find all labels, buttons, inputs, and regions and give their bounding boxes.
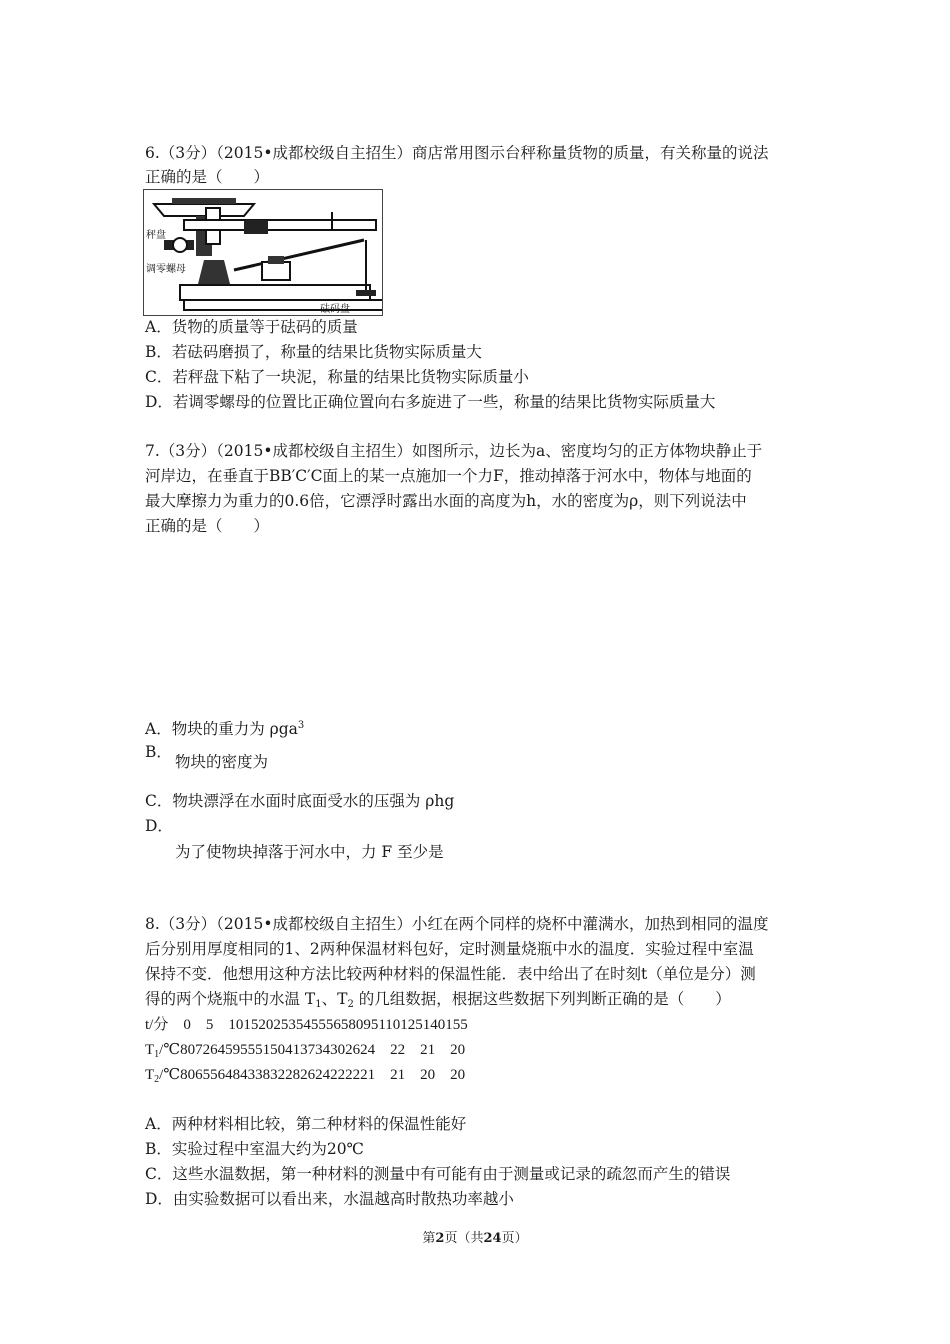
t2-label: T (145, 1067, 155, 1083)
scale-figure (143, 189, 383, 316)
footer-mid: 页（共 (444, 1231, 484, 1246)
t1-label: T (145, 1042, 155, 1058)
t2-values: 806556484338322826242222​21 21 20 20 (180, 1067, 466, 1083)
q7-option-c: C．物块漂浮在水面时底面受水的压强为 ρhg (145, 792, 455, 810)
q8-option-c: C．这些水温数据，第一种材料的测量中有可能有由于测量或记录的疏忽而产生的错误 (145, 1165, 731, 1183)
q8-stem-line4-b: 、T (321, 990, 348, 1008)
t2-sub: 2 (154, 1074, 160, 1085)
q6-option-b: B．若砝码磨损了，称量的结果比货物实际质量大 (145, 343, 482, 361)
footer-page-number: 2 (435, 1231, 445, 1246)
q6-option-d: D．若调零螺母的位置比正确位置向右多旋进了一些，称量的结果比货物实际质量大 (145, 393, 716, 411)
q7-stem-line4: 正确的是（ ） (145, 517, 270, 535)
q8-option-b: B．实验过程中室温大约为20℃ (145, 1140, 364, 1158)
q7-option-a-sup: 3 (297, 720, 305, 731)
q8-sub-1: 1 (315, 999, 322, 1010)
q7-stem-line2: 河岸边，在垂直于BB′C′C面上的某一点施加一个力F，推动掉落于河水中，物体与地面的 (145, 467, 752, 485)
q8-stem-line1: 8.（3分）（2015•成都校级自主招生）小红在两个同样的烧杯中灌满水，加热到相同的温度 (145, 915, 769, 933)
q6-option-a: A．货物的质量等于砝码的质量 (145, 318, 358, 336)
label-screw: 调零螺母 (146, 264, 186, 275)
label-pan: 秤盘 (146, 230, 166, 241)
q7-option-a-text: A．物块的重力为 ρga (145, 720, 298, 739)
footer-prefix: 第 (422, 1231, 436, 1246)
q6-option-c: C．若秤盘下粘了一块泥，称量的结果比货物实际质量小 (145, 368, 529, 386)
q8-option-a: A．两种材料相比较，第二种材料的保温性能好 (145, 1115, 467, 1133)
label-weight-pan: 砝码盘 (320, 304, 350, 315)
q7-option-b-text: 物块的密度为 (175, 753, 269, 771)
balance-scale-illustration (144, 190, 382, 315)
t2-unit: /℃ (159, 1067, 181, 1083)
q7-stem-line1: 7.（3分）（2015•成都校级自主招生）如图所示，边长为a、密度均匀的正方体物块静止于 (145, 442, 763, 460)
q8-option-d: D．由实验数据可以看出来，水温越高时散热功率越小 (145, 1190, 514, 1208)
q8-sub-2: 2 (347, 999, 354, 1010)
table-row-t2 (145, 1063, 465, 1092)
q7-option-a (145, 714, 304, 741)
q7-option-d-letter: D． (145, 817, 173, 835)
page-footer (0, 1230, 950, 1248)
table-row-time: t/分 0 5 1015202535455565809511012514015​5 (145, 1017, 468, 1033)
q6-stem-line1: 6.（3分）（2015•成都校级自主招生）商店常用图示台秤称量货物的质量，有关称量的说法 (145, 144, 769, 162)
q7-option-d-text: 为了使物块掉落于河水中，力 F 至少是 (175, 843, 444, 861)
footer-total-pages: 24 (483, 1231, 502, 1246)
q8-stem-line3: 保持不变．他想用这种方法比较两种材料的保温性能．表中给出了在时刻t（单位是分）测 (145, 965, 756, 983)
t1-unit: /℃ (159, 1042, 181, 1058)
q7-stem-line3: 最大摩擦力为重力的0.6倍，它漂浮时露出水面的高度为h，水的密度为ρ，则下列说法中 (145, 492, 747, 510)
q7-option-b-letter: B． (145, 743, 172, 761)
q8-stem-line4-c: 的几组数据，根据这些数据下列判断正确的是（ ） (353, 990, 731, 1008)
t1-sub: 1 (154, 1049, 160, 1060)
t1-values: 807264595551504137343026​24 22 21 20 (180, 1042, 466, 1058)
q8-stem-line4-a: 得的两个烧瓶中的水温 T (145, 990, 316, 1008)
q8-stem-line2: 后分别用厚度相同的1、2两种保温材料包好，定时测量烧瓶中水的温度．实验过程中室温 (145, 940, 754, 958)
q6-stem-line2: 正确的是（ ） (145, 168, 270, 186)
footer-suffix: 页） (501, 1231, 528, 1246)
